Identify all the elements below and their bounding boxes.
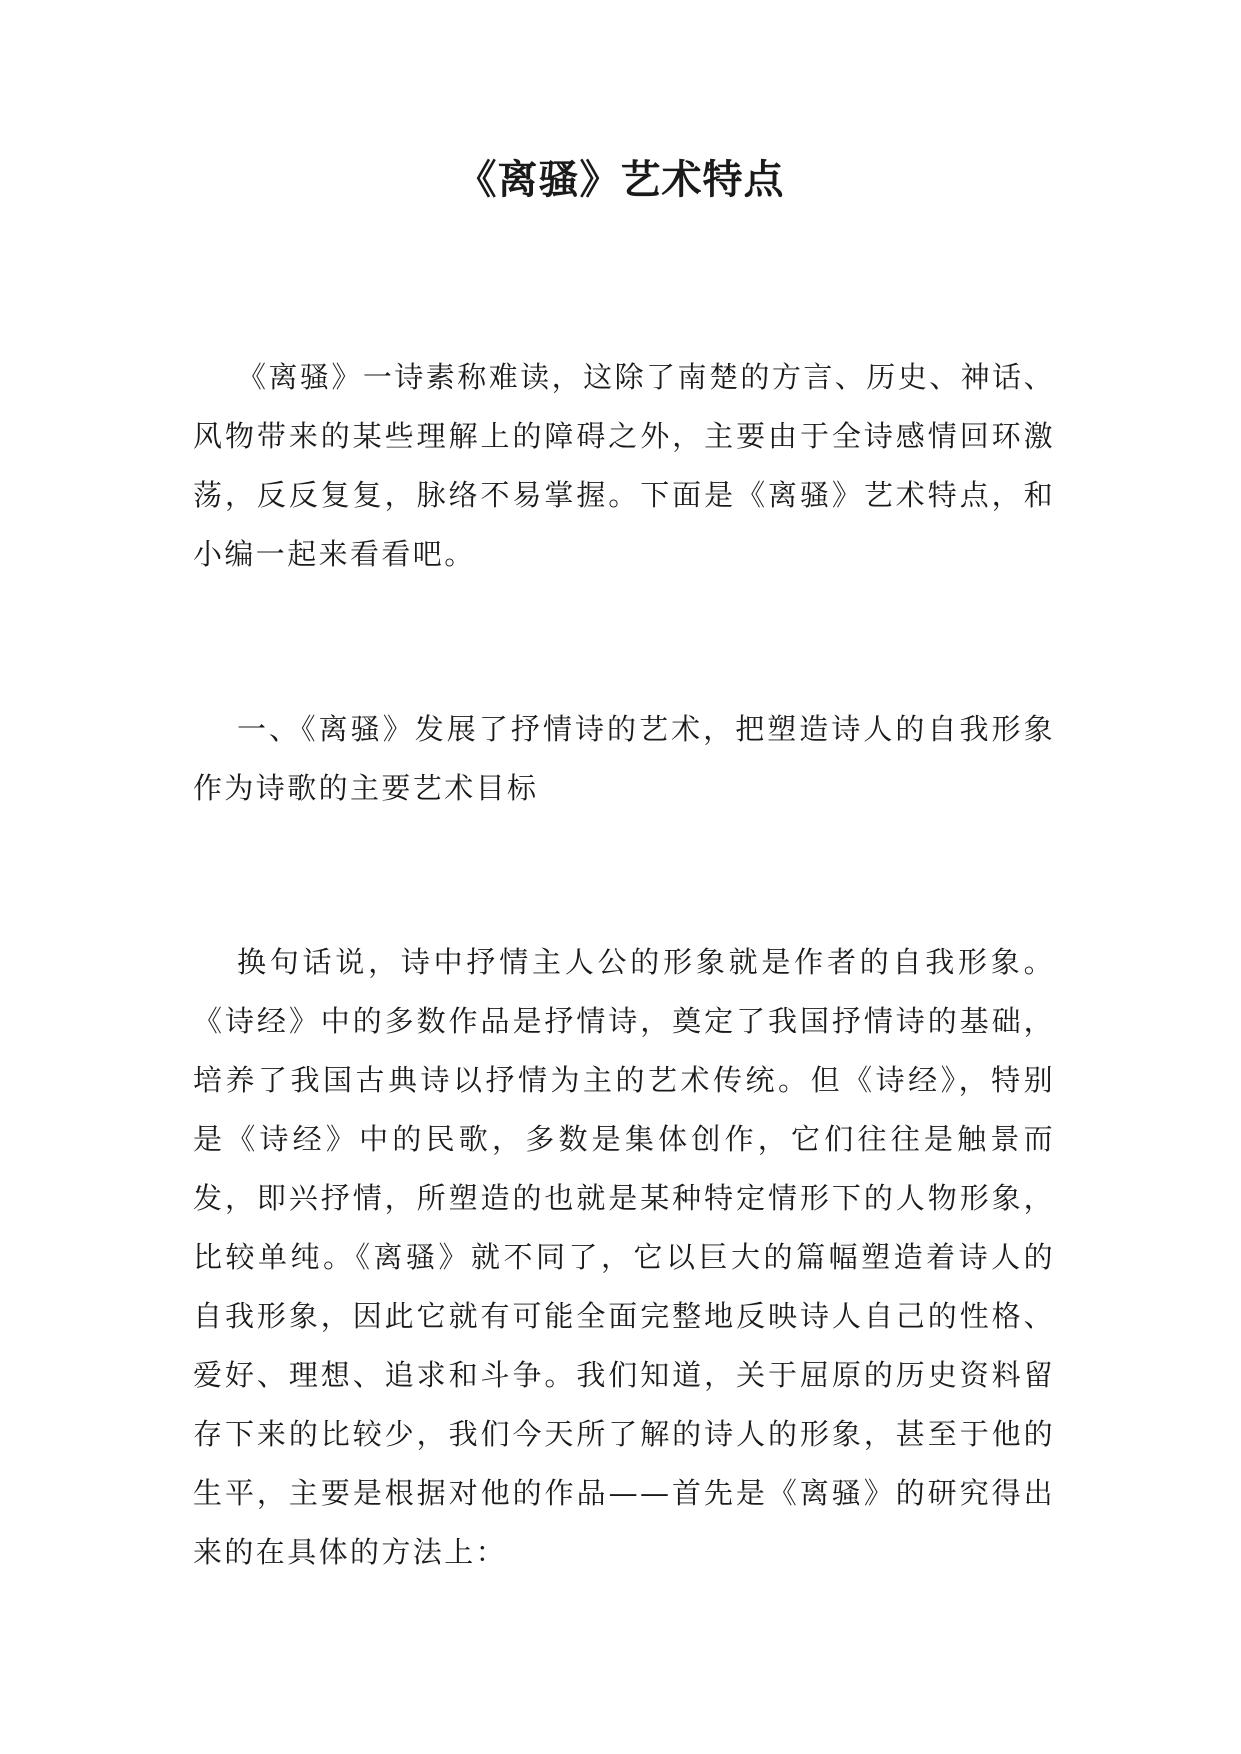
document-title: 《离骚》艺术特点 — [456, 157, 785, 203]
section-heading-paragraph: 一、《离骚》发展了抒情诗的艺术，把塑造诗人的自我形象作为诗歌的主要艺术目标 — [193, 712, 1055, 805]
intro-paragraph: 《离骚》一诗素称难读，这除了南楚的方言、历史、神话、风物带来的某些理解上的障碍之外，主要由于全诗感情回环激荡，反反复复，脉络不易掌握。下面是《离骚》艺术特点，和小编一起来看看吧。 — [193, 360, 1055, 571]
body-paragraph: 换句话说，诗中抒情主人公的形象就是作者的自我形象。《诗经》中的多数作品是抒情诗，奠定了我国抒情诗的基础，培养了我国古典诗以抒情为主的艺术传统。但《诗经》，特别是《诗经》中的民歌，多数是集体创作，它们往往是触景而发，即兴抒情，所塑造的也就是某种特定情形下的人物形象，比较单纯。《离骚》就不同了，它以巨大的篇幅塑造着诗人的自我形象，因此它就有可能全面完整地反映诗人自己的性格、爱好、理想、追求和斗争。我们知道，关于屈原的历史资料留存下来的比较少，我们今天所了解的诗人的形象，甚至于他的生平，主要是根据对他的作品——首先是《离骚》的研究得出来的在具体的方法上： — [193, 945, 1055, 1569]
